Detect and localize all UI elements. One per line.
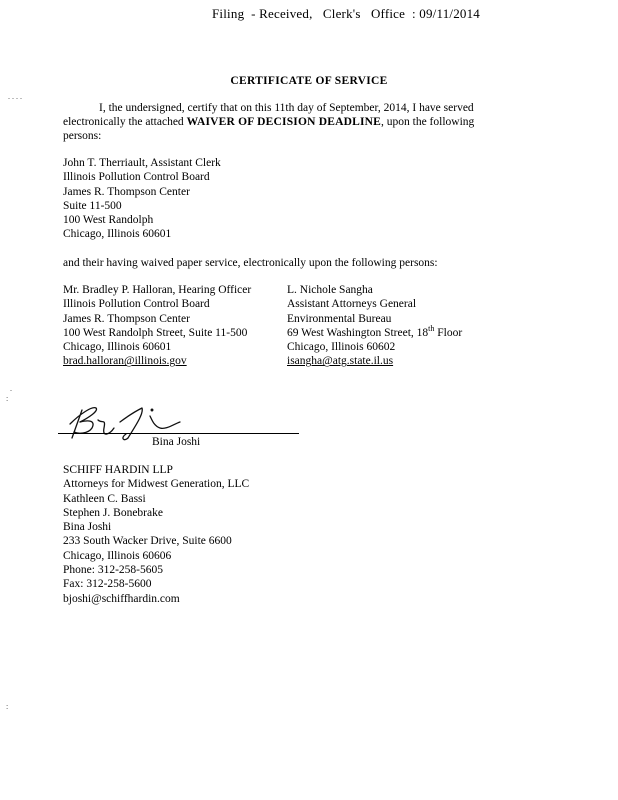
scan-artifact: : [6,394,9,403]
address-line: Chicago, Illinois 60602 [287,341,396,354]
address-line: Chicago, Illinois 60601 [63,228,172,241]
address-line: James R. Thompson Center [63,185,190,198]
scan-artifact: : [6,702,9,711]
waived-service-text: and their having waived paper service, electronically upon the following persons: [63,257,438,269]
street-address-line [287,326,462,340]
address-line: Illinois Pollution Control Board [63,171,210,184]
clerk-address-block [63,156,221,242]
intro-text: I, the undersigned, certify that on this 11th day of September, 2014, I have served electronically the attached [63,102,474,128]
address-line: Environmental Bureau [287,312,392,325]
filing-stamp: Filing - Received, Clerk's Office : 09/11/2014 [212,6,481,21]
address-line: Assistant Attorneys General [287,298,417,311]
address-line: Attorneys for Midwest Generation, LLC [63,478,250,491]
address-line: Bina Joshi [63,521,112,534]
recipient-email-link[interactable]: brad.halloran@illinois.gov [63,355,187,368]
address-line: Chicago, Illinois 60606 [63,549,172,562]
firm-email[interactable]: bjoshi@schiffhardin.com [63,592,180,605]
address-line: James R. Thompson Center [63,312,190,325]
address-line: Illinois Pollution Control Board [63,298,210,311]
recipient-hearing-officer-block [63,283,251,369]
address-line: Kathleen C. Bassi [63,492,146,505]
address-line: Chicago, Illinois 60601 [63,341,172,354]
address-line: 100 West Randolph Street, Suite 11-500 [63,326,248,339]
recipient-attorney-general-block [287,283,462,369]
address-line: Suite 11-500 [63,199,122,212]
firm-name: SCHIFF HARDIN LLP [63,464,173,476]
address-line: Stephen J. Bonebrake [63,506,163,519]
served-document-title: WAIVER OF DECISION DEADLINE [186,116,381,128]
street-text: 69 West Washington Street, 18 [287,326,429,339]
address-line: John T. Therriault, Assistant Clerk [63,157,221,169]
phone-line: Phone: 312-258-5605 [63,564,163,577]
fax-line: Fax: 312-258-5600 [63,578,152,591]
scan-artifact: . [10,384,12,393]
law-firm-block [63,463,249,606]
address-line: L. Nichole Sangha [287,284,373,296]
document-title: CERTIFICATE OF SERVICE [230,75,388,87]
address-line: Mr. Bradley P. Halloran, Hearing Officer [63,284,252,296]
recipient-email-link[interactable]: isangha@atg.state.il.us [287,355,394,368]
scan-artifact: . . . . [8,92,22,101]
address-line: 100 West Randolph [63,214,154,227]
intro-text-end: , upon the following persons: [63,116,475,142]
signature-line [58,433,299,434]
signer-name: Bina Joshi [152,436,201,448]
ordinal-suffix: th [428,324,435,334]
certification-paragraph [63,101,503,143]
floor-text: Floor [434,326,463,339]
address-line: 233 South Wacker Drive, Suite 6600 [63,535,232,548]
